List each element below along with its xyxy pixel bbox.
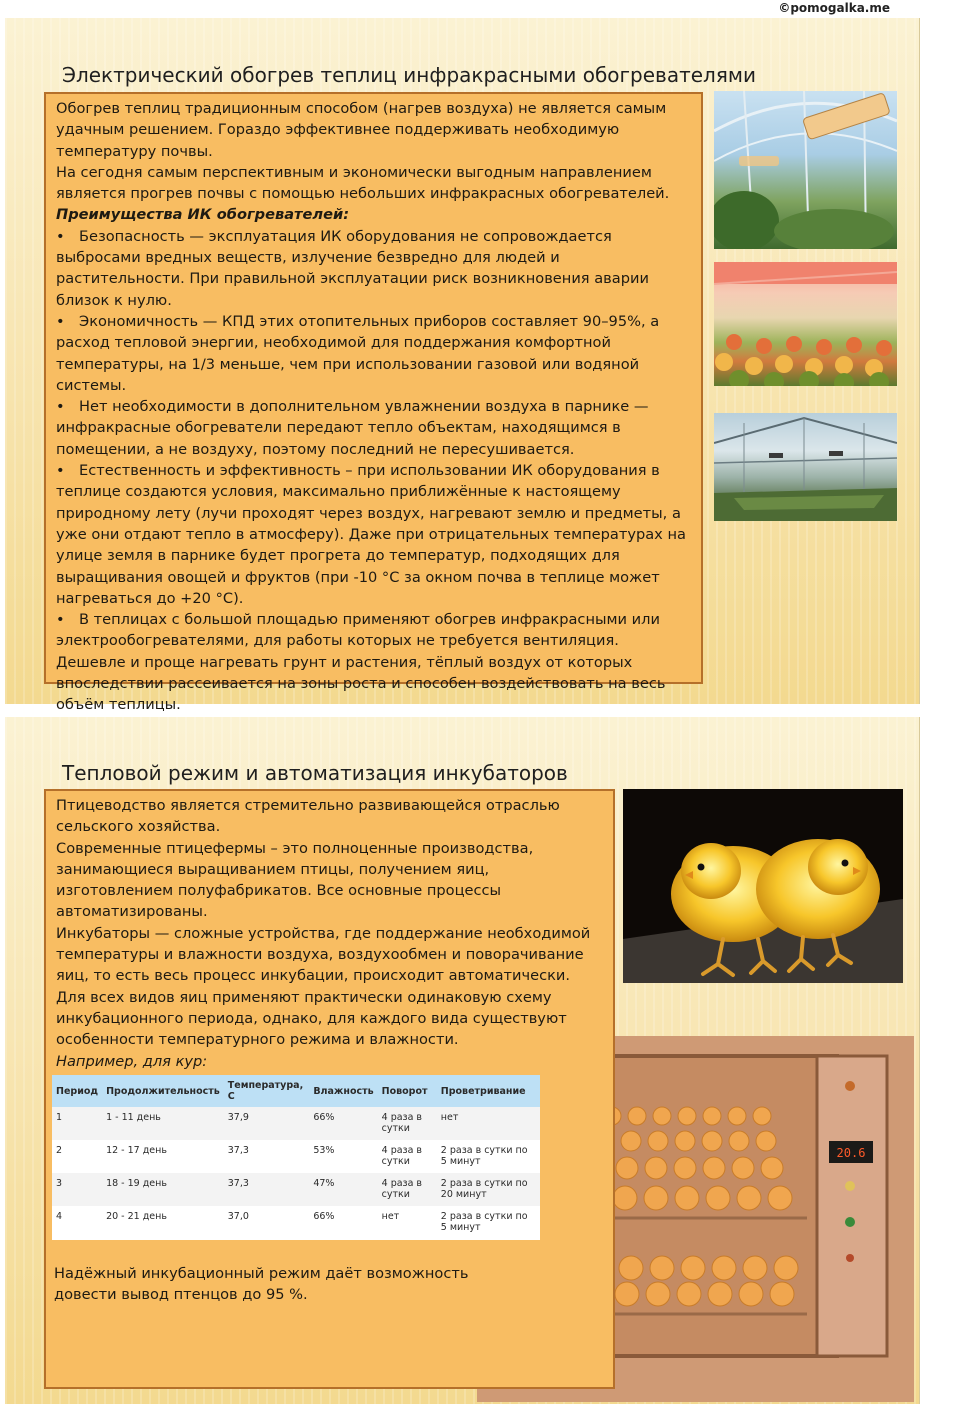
column-header: Продолжительность: [102, 1075, 224, 1107]
table-cell: 2 раза в сутки по 5 минут: [440, 1145, 528, 1167]
slide-title: Электрический обогрев теплиц инфракрасными обогревателями: [62, 63, 756, 87]
table-row: [52, 1107, 540, 1140]
body-paragraph: Современные птицефермы – это полноценные производства, занимающиеся выращиванием птицы, получением яиц, изготовлением полуфабрикатов. Все основные процессы автоматизированы.: [56, 839, 534, 921]
table-cell: 12 - 17 день: [106, 1145, 167, 1156]
slide-incubators: [5, 717, 920, 1404]
table-cell: 1: [52, 1107, 102, 1140]
body-paragraph: Для всех видов яиц применяют практически одинаковую схему инкубационного периода, однако, для каждого вида существуют особенности температурного режима и влажности.: [56, 988, 567, 1049]
table-cell: 37,3: [227, 1145, 249, 1156]
table-cell: 4 раза в сутки: [378, 1107, 437, 1140]
table-cell: 53%: [313, 1145, 335, 1156]
advantage-item: • Экономичность — КПД этих отопительных приборов составляет 90–95%, а расход тепловой энергии, необходимой для поддержания комфортной температуры, на 1/3 меньше, чем при использовании газовой или водяной системы.: [56, 311, 691, 396]
table-cell: 1 - 11 день: [102, 1107, 224, 1140]
column-header: Проветривание: [437, 1075, 540, 1107]
table-cell: 4: [56, 1211, 63, 1222]
column-header: Поворот: [378, 1075, 437, 1107]
table-cell: 4 раза в сутки: [381, 1145, 423, 1167]
table-row: [52, 1173, 540, 1206]
table-cell: 2: [56, 1145, 63, 1156]
table-cell: 20 - 21 день: [106, 1211, 167, 1222]
conclusion-text: Надёжный инкубационный режим даёт возможность довести вывод птенцов до 95 %.: [54, 1265, 469, 1304]
slide-title: Тепловой режим и автоматизация инкубаторов: [62, 761, 568, 785]
table-cell: 47%: [309, 1173, 377, 1206]
table-cell: 66%: [309, 1107, 377, 1140]
table-cell: 3: [52, 1173, 102, 1206]
advantage-item: • Нет необходимости в дополнительном увлажнении воздуха в парнике — инфракрасные обогреватели передают тепло объектам, находящимся в помещении, а не воздуху, поэтому последний не пересушивается.: [56, 396, 691, 460]
intro-paragraph: Обогрев теплиц традиционным способом (нагрев воздуха) не является самым удачным решением. Гораздо эффективнее поддерживать необходимую температуру почвы.: [56, 100, 667, 160]
table-cell: нет: [437, 1107, 540, 1140]
body-paragraph: Птицеводство является стремительно развивающейся отраслью сельского хозяйства.: [56, 797, 560, 836]
table-cell: 2 раза в сутки по 5 минут: [440, 1211, 528, 1233]
table-cell: нет: [381, 1211, 400, 1222]
example-label: Например, для кур:: [56, 1052, 208, 1070]
greenhouse-heater-photo: [714, 91, 897, 249]
column-header: Температура, С: [224, 1075, 310, 1107]
body-paragraph: Инкубаторы — сложные устройства, где поддержание необходимой температуры и влажности воздуха, воздухообмен и поворачивание яиц, то есть весь процесс инкубации, происходит автоматически.: [56, 924, 591, 985]
table-cell: 37,9: [224, 1107, 310, 1140]
greenhouse-flowers-photo: [714, 262, 897, 386]
chicks-photo: [623, 789, 903, 983]
advantage-item: • Естественность и эффективность – при использовании ИК оборудования в теплице создаются условия, максимально приближённые к настоящему природному лету (лучи проходят через воздух, нагревают землю и предметы, а уже они отдают тепло в атмосферу). Даже при отрицательных температурах на улице земля в парнике будет прогрета до температур, подходящих для выращивания овощей и фруктов (при -10 °C за окном почва в теплице может нагреваться до +20 °C).: [56, 460, 691, 609]
table-row: [52, 1140, 540, 1173]
table-cell: 37,3: [224, 1173, 310, 1206]
slide-greenhouse-heating: [5, 18, 920, 714]
intro-paragraph: На сегодня самым перспективным и экономически выгодным направлением является прогрев почвы с помощью небольших инфракрасных обогревателей.: [56, 163, 670, 203]
column-header: Период: [52, 1075, 102, 1107]
table-header-row: [52, 1075, 540, 1107]
watermark: ©pomogalka.me: [778, 1, 890, 15]
advantage-item: • Безопасность — эксплуатация ИК оборудования не сопровождается выбросами вредных веществ, излучение безвредно для людей и растительности. При правильной эксплуатации риск возникновения аварии близок к нулю.: [56, 226, 691, 311]
table-cell: 4 раза в сутки: [378, 1173, 437, 1206]
table-cell: 66%: [313, 1211, 335, 1222]
column-header: Влажность: [309, 1075, 377, 1107]
table-cell: 37,0: [227, 1211, 249, 1222]
incubator-display-readout: 20.6: [836, 1146, 866, 1160]
greenhouse-interior-photo: [714, 413, 897, 521]
table-cell: 18 - 19 день: [102, 1173, 224, 1206]
advantage-item: • В теплицах с большой площадью применяют обогрев инфракрасными или электрообогревателями, для работы которых не требуется вентиляция. Дешевле и проще нагревать грунт и растения, тёплый воздух от которых впоследствии рассеивается на зоны роста и способен воздействовать на весь объём теплицы.: [56, 609, 691, 715]
text-panel: [44, 92, 703, 714]
table-cell: 2 раза в сутки по 20 минут: [437, 1173, 540, 1206]
table-row: [52, 1206, 540, 1239]
advantages-heading: Преимущества ИК обогревателей:: [56, 206, 350, 224]
incubation-table: [52, 1075, 540, 1240]
